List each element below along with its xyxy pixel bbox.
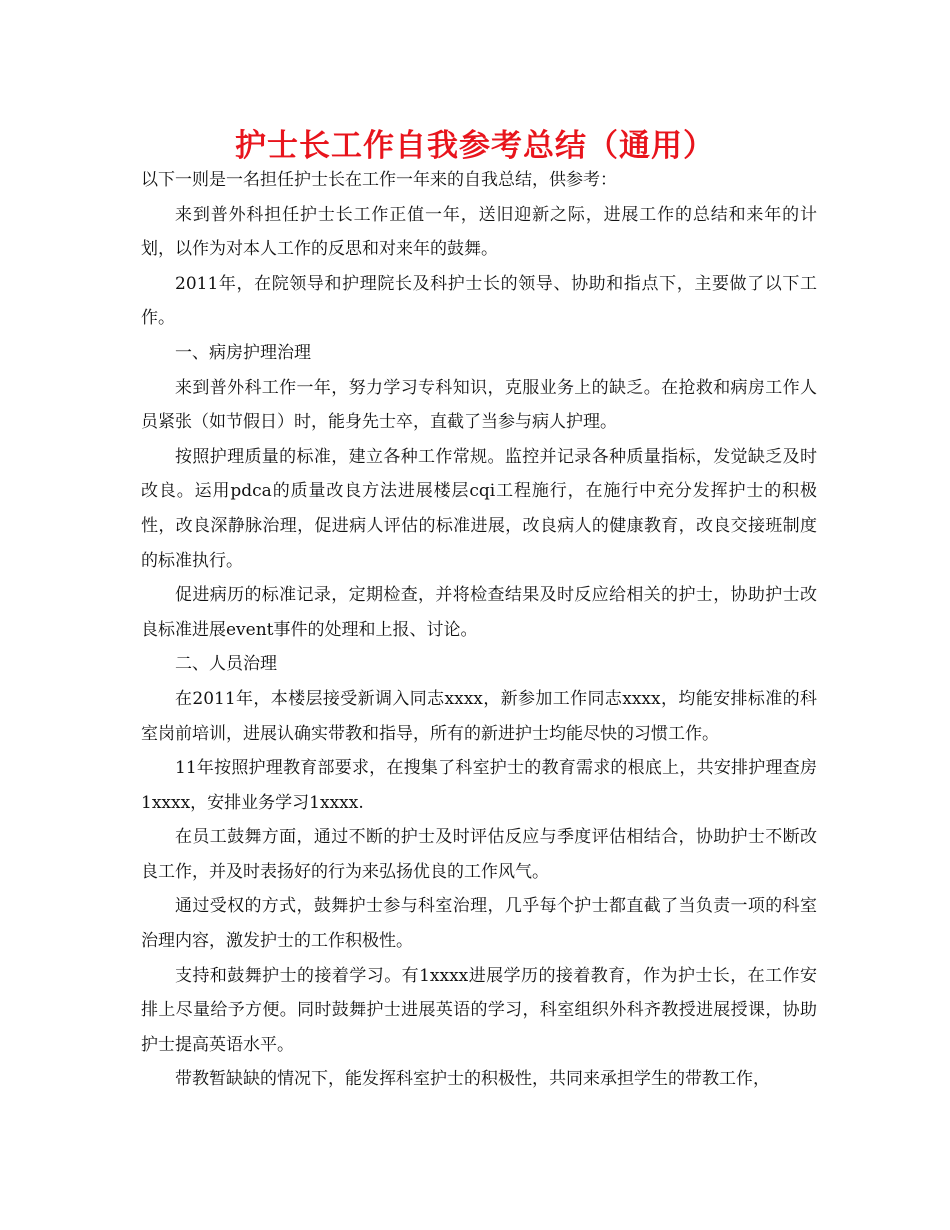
body-paragraph: 按照护理质量的标准，建立各种工作常规。监控并记录各种质量指标，发觉缺乏及时改良。运用pdca的质量改良方法进展楼层cqi工程施行，在施行中充分发挥护士的积极性，改良深静脉治理，促进病人评估的标准进展，改良病人的健康教育，改良交接班制度的标准执行。 [141, 446, 817, 571]
intro-paragraph: 以下一则是一名担任护士长在工作一年来的自我总结，供参考： [141, 170, 617, 190]
body-paragraph: 在2011年，本楼层接受新调入同志xxxx，新参加工作同志xxxx，均能安排标准的科室岗前培训，进展认确实带教和指导，所有的新进护士均能尽快的习惯工作。 [141, 688, 817, 744]
body-paragraph: 来到普外科担任护士长工作正值一年，送旧迎新之际，进展工作的总结和来年的计划，以作为对本人工作的反思和对来年的鼓舞。 [141, 204, 817, 260]
body-paragraph: 2011年，在院领导和护理院长及科护士长的领导、协助和指点下，主要做了以下工作。 [141, 273, 817, 329]
section-heading: 一、病房护理治理 [175, 342, 311, 363]
body-paragraph: 通过受权的方式，鼓舞护士参与科室治理，几乎每个护士都直截了当负责一项的科室治理内容，激发护士的工作积极性。 [141, 896, 817, 952]
body-paragraph: 带教暂缺缺的情况下，能发挥科室护士的积极性，共同来承担学生的带教工作， [175, 1069, 770, 1090]
section-heading: 二、人员治理 [175, 654, 277, 675]
body-paragraph: 在员工鼓舞方面，通过不断的护士及时评估反应与季度评估相结合，协助护士不断改良工作，并及时表扬好的行为来弘扬优良的工作风气。 [141, 827, 817, 882]
body-paragraph: 来到普外科工作一年，努力学习专科知识，克服业务上的缺乏。在抢救和病房工作人员紧张（如节假日）时，能身先士卒，直截了当参与病人护理。 [141, 377, 817, 433]
body-paragraph: 11年按照护理教育部要求，在搜集了科室护士的教育需求的根底上，共安排护理查房1xxxx，安排业务学习1xxxx. [141, 758, 817, 813]
body-paragraph: 促进病历的标准记录，定期检查，并将检查结果及时反应给相关的护士，协助护士改良标准进展event事件的处理和上报、讨论。 [141, 585, 817, 640]
document-title: 护士长工作自我参考总结（通用） [235, 128, 715, 164]
body-paragraph: 支持和鼓舞护士的接着学习。有1xxxx进展学历的接着教育，作为护士长，在工作安排上尽量给予方便。同时鼓舞护士进展英语的学习，科室组织外科齐教授进展授课，协助护士提高英语水平。 [141, 965, 817, 1055]
document-body [141, 163, 817, 1097]
